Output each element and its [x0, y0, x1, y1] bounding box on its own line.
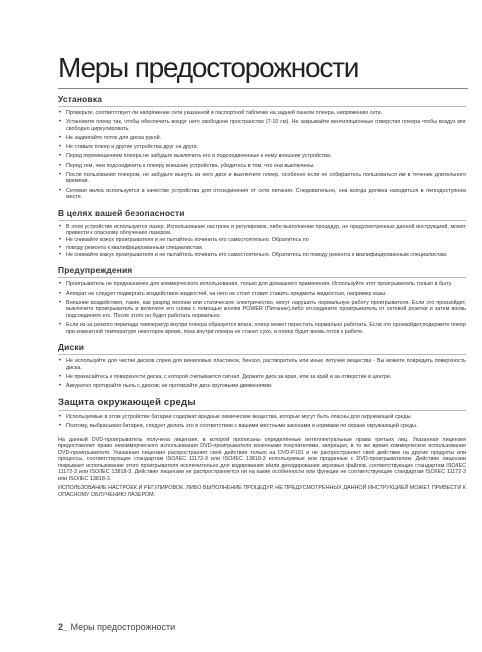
bullet-list	[58, 224, 466, 259]
bullet-item: • Аппарат не следует подвергать воздействию жидкостей, на него не стоит ставит ставить предметы жидкостью, например вазы.	[58, 291, 466, 298]
sections-container	[58, 94, 466, 430]
bullet-item: • Перед перемещением плеера не забудьте выключить его и подсоединенные к нему внешние устройства.	[58, 153, 466, 160]
bullet-item: • Не снимайте кожух проигрывателя и не пытайтесь починить его самостоятельно. Обратитесь по	[58, 237, 466, 244]
page-content	[58, 94, 466, 501]
bullet-item: • Не снимайте кожух проигрывателя и не пытайтесь починить его самостоятельно. Обратитесь по поводу ремонта к квалифицированным специалистам.	[58, 252, 466, 259]
bullet-list	[58, 358, 466, 390]
section	[58, 265, 466, 335]
section	[58, 397, 466, 430]
bullet-item: • Внешние воздействия, такие, как разряд молнии или статическое электричество, могут нарушить нормальную работу проигрывателя. Если это произойдет, выключите проигрыватель и включите его снова с помощью кнопки POWER (Питание),либо отсоедините проигрыватель от сетевой розетки и затем вновь подсоедините его. После этого он будет работать нормально.	[58, 300, 466, 320]
page-number: 2_	[58, 622, 69, 632]
bullet-item: • Перед тем, чем подсоединить к плееру внешние устройства, убедитесь в том, что они выключены.	[58, 163, 466, 170]
bullet-item: • Сетевая вилка используется в качестве устройства для отсоединения от сети питания. Следовательно, она всегда должна находиться в легкодоступном месте.	[58, 188, 466, 201]
bullet-list	[58, 281, 466, 335]
bullet-item: • Не ставьте плеер и другие устройства друг на друга.	[58, 144, 466, 151]
title-divider	[58, 88, 468, 89]
bullet-item: • Аккуратно протирайте пыль с дисков; не протирайте диск круговыми движениями.	[58, 383, 466, 390]
bullet-item: • Не прикасайтесь к поверхности диска, с которой считывается сигнал. Держите диск за края, или за край и за отверстие в центре.	[58, 374, 466, 381]
bullet-list	[58, 110, 466, 201]
bullet-item: • Проигрыватель не предназначен для коммерческого использования, только для домашнего применения. Используйте этот проигрыватель только в быту.	[58, 281, 466, 288]
section-divider	[58, 277, 466, 278]
section-heading: Диски	[58, 342, 85, 353]
section	[58, 94, 466, 201]
section-heading: Установка	[58, 94, 103, 104]
page-footer	[58, 622, 358, 632]
page-title: Меры предосторожности	[58, 52, 359, 83]
bullet-item: • Если из-за резкого перепада температур внутри плеера образуется влага, плеер может перестать нормально работать. Если это произойдет,подержите плеер при комнатной температуре некоторое время, пока внутри плеера не станет сухо, и плеер будет вновь готов к работе.	[58, 322, 466, 335]
bullet-item: • Не задвигайте лоток для диска рукой.	[58, 135, 466, 142]
section-heading: Защита окружающей среды	[58, 396, 196, 408]
bullet-item: • Установите плеер так, чтобы обеспечить вокруг него свободное пространство (7-10 см). Не закрывайте вентиляционные отверстия плеера чтобы воздух мог свободно циркулировать.	[58, 119, 466, 132]
bullet-item: • Не используйте для чистки дисков спреи для виниловых пластинок, бензол, растворитель или иные летучие вещества - Вы можете повредить поверхность диска.	[58, 358, 466, 371]
section-divider	[58, 410, 466, 411]
section-divider	[58, 220, 466, 221]
bullet-item: • Используемые в этом устройстве батареи содержат вредные химические вещества, которые могут быть опасны для окружающей среды.	[58, 414, 466, 421]
license-paragraph: На данный DVD-проигрыватель получена лицензия, в которой прописаны определённые интеллектуальные права третьих лиц. Указанная лицензия предоставляет право некоммерческого использования DVD-проигрывателя конечными покупателями, запрещая, в то же время коммерческое использование DVD-проигрывателя. Указанная лицензия распространяет своё действие только на DVD-P191 и не распространяет своё действие на другие продукты или процессы, соответствующие стандартам ISO/IEC 11172-3 или ISO/IEC 13818-3 используемые или проданные с DVD-проигрывателем. Действие лицензии покрывает использование этого проигрывателя исключительно для кодирования и/или декодирования звуковых файлов, соответствующих стандартам ISO/IEC 11172-3 или ISO/IEC 13818-3. Действие лицензии не распространяется ни на какие особенности или функции не соответствующие стандартам ISO/IEC 11172-3 или ISO/IEC 13818-3.	[58, 436, 466, 482]
section-heading: Предупреждения	[58, 265, 133, 276]
section-divider	[58, 354, 466, 355]
section	[58, 208, 466, 259]
bullet-item: • Поэтому, выбрасывая батареи, следует делать это в соответствии с вашими местными законами и нормами по охране окружающей среды.	[58, 423, 466, 430]
laser-warning-paragraph: ИСПОЛЬЗОВАНИЕ НАСТРОЕК И РЕГУЛИРОВОК, ЛИБО ВЫПОЛНЕНИЕ ПРОЦЕДУР, НЕ ПРЕДУСМОТРЕННЫХ ДАННОЙ ИНСТРУКЦИЕЙ МОЖЕТ ПРИВЕСТИ К ОПАСНОМУ ОБЛУЧЕНИЮ ЛАЗЕРОМ.	[58, 485, 466, 498]
bullet-list	[58, 414, 466, 430]
section-divider	[58, 106, 466, 107]
bullet-item: • После пользования плеером, не забудьте вынуть из него диск и выключите плеер, особенно если не собираетесь пользоваться им в течение длительного времени.	[58, 172, 466, 185]
bullet-item: • В этом устройстве используется лазер. Использование настроек и регулировок, либо выполнение процедур, не предусмотренных данной инструкцией, может привести к опасному облучению лазером.	[58, 224, 466, 237]
bullet-item: • поводу ремонта к квалифицированным специалистам.	[58, 245, 466, 252]
bullet-item: • Проверьте, соответствует ли напряжение сети указанной в паспортной табличке на задней панели плеера, напряжению сети.	[58, 110, 466, 117]
footer-label: Меры предосторожности	[68, 622, 176, 632]
section-heading: В целях вашей безопасности	[58, 207, 185, 218]
section	[58, 342, 466, 390]
